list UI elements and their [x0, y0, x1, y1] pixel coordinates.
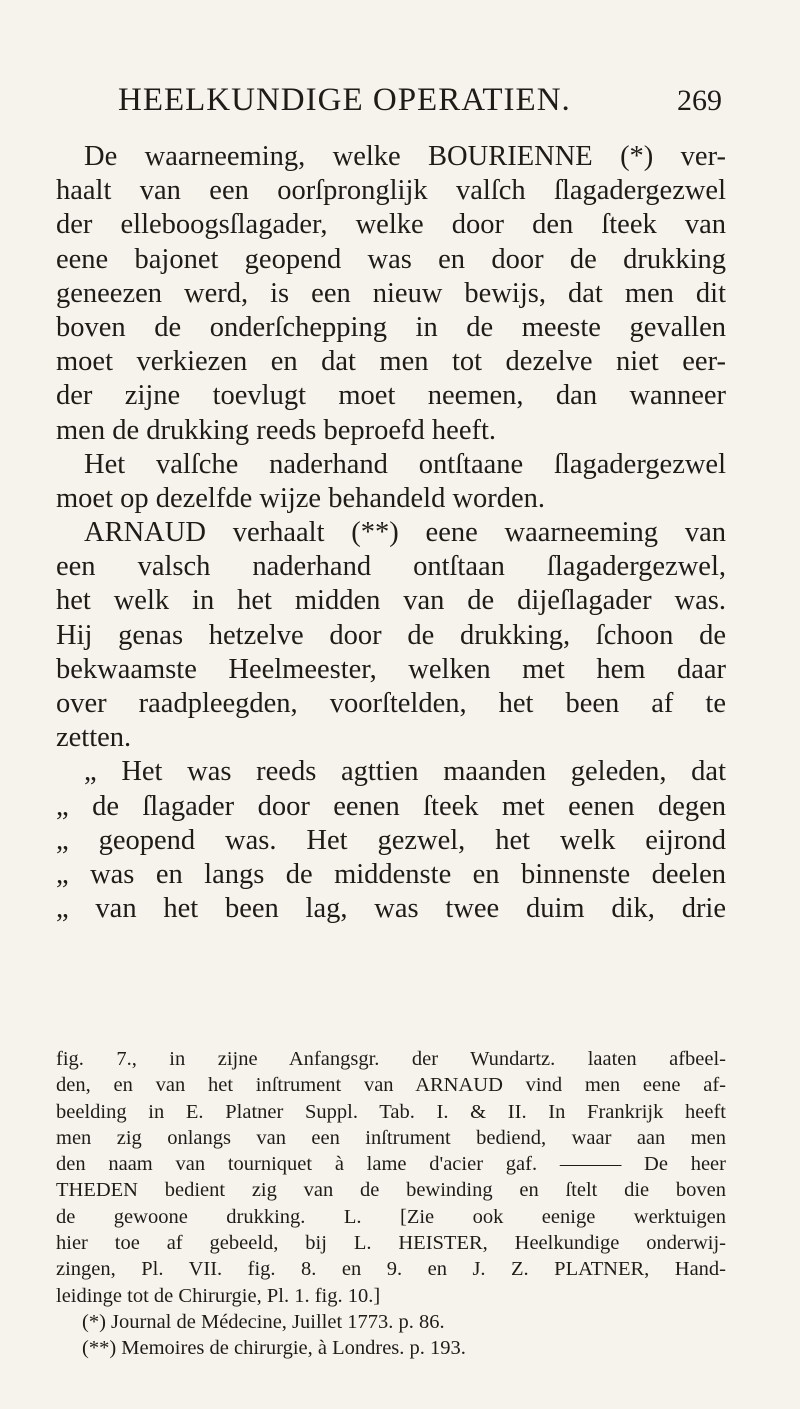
running-head: HEELKUNDIGE OPERATIEN. — [118, 82, 571, 118]
paragraph-line: ARNAUD verhaalt (**) eene waarneeming van — [84, 517, 726, 549]
footnote-line: fig. 7., in zijne Anfangsgr. der Wundartz. laaten afbeel- — [56, 1048, 726, 1070]
footnote-line: hier toe af gebeeld, bij L. HEISTER, Heelkundige onderwij- — [56, 1232, 726, 1255]
paragraph-line: moet verkiezen en dat men tot dezelve niet eer- — [56, 346, 726, 378]
paragraph-line: over raadpleegden, voorſtelden, het been af te — [56, 688, 726, 719]
quote-line: „ de ſlagader door eenen ſteek met eenen degen — [56, 790, 726, 822]
paragraph-line: zetten. — [56, 722, 132, 754]
footnote-line: den, en van het inſtrument van ARNAUD vind men eene af- — [56, 1074, 726, 1097]
paragraph-line: het welk in het midden van de dijeſlagader was. — [56, 585, 726, 617]
footnote-citation: (*) Journal de Médecine, Juillet 1773. p. 86. — [82, 1310, 445, 1333]
footnote-line: leidinge tot de Chirurgie, Pl. 1. fig. 10.] — [56, 1284, 381, 1307]
paragraph-line: bekwaamste Heelmeester, welken met hem daar — [56, 653, 726, 685]
footnote-citation: (**) Memoires de chirurgie, à Londres. p. 193. — [82, 1337, 466, 1360]
paragraph-line: eene bajonet geopend was en door de drukking — [56, 243, 726, 275]
quote-line: „ was en langs de middenste en binnenste deelen — [56, 858, 726, 890]
paragraph-line: boven de onderſchepping in de meeste gevallen — [56, 311, 726, 343]
paragraph-line: moet op dezelfde wijze behandeld worden. — [56, 482, 546, 514]
paragraph-line: Het valſche naderhand ontſtaane ſlagadergezwel — [84, 448, 726, 480]
footnote-line: men zig onlangs van een inſtrument bediend, waar aan men — [56, 1126, 726, 1149]
footnote-line: THEDEN bedient zig van de bewinding en ſtelt die boven — [56, 1179, 726, 1202]
quote-line: „ Het was reeds agttien maanden geleden, dat — [84, 756, 726, 788]
footnote-line: zingen, Pl. VII. fig. 8. en 9. en J. Z. PLATNER, Hand- — [56, 1258, 726, 1281]
paragraph-line: een valsch naderhand ontſtaan ſlagadergezwel, — [56, 551, 726, 583]
footnotes — [56, 1046, 726, 1362]
footnote-line: beelding in E. Platner Suppl. Tab. I. & II. In Frankrijk heeft — [56, 1100, 726, 1123]
paragraph-line: Hij genas hetzelve door de drukking, ſchoon de — [56, 619, 726, 651]
footnote-line: de gewoone drukking. L. [Zie ook eenige werktuigen — [56, 1205, 726, 1228]
quote-line: „ van het been lag, was twee duim dik, drie — [56, 893, 726, 925]
paragraph-line: men de drukking reeds beproefd heeft. — [56, 414, 496, 446]
paragraph-line: der elleboogsſlagader, welke door den ſteek van — [56, 209, 726, 241]
page-header — [112, 82, 722, 132]
body-text — [56, 140, 726, 926]
paragraph-line: geneezen werd, is een nieuw bewijs, dat men dit — [56, 277, 726, 309]
paragraph-line: De waarneeming, welke BOURIENNE (*) ver- — [84, 141, 726, 172]
paragraph-line: der zijne toevlugt moet neemen, dan wanneer — [56, 380, 726, 412]
footnote-line: den naam van tourniquet à lame d'acier gaf. ——— De heer — [56, 1153, 726, 1176]
page-number: 269 — [677, 84, 722, 117]
paragraph-line: haalt van een oorſpronglijk valſch ſlagadergezwel — [56, 175, 726, 207]
quote-line: „ geopend was. Het gezwel, het welk eijrond — [56, 824, 726, 856]
